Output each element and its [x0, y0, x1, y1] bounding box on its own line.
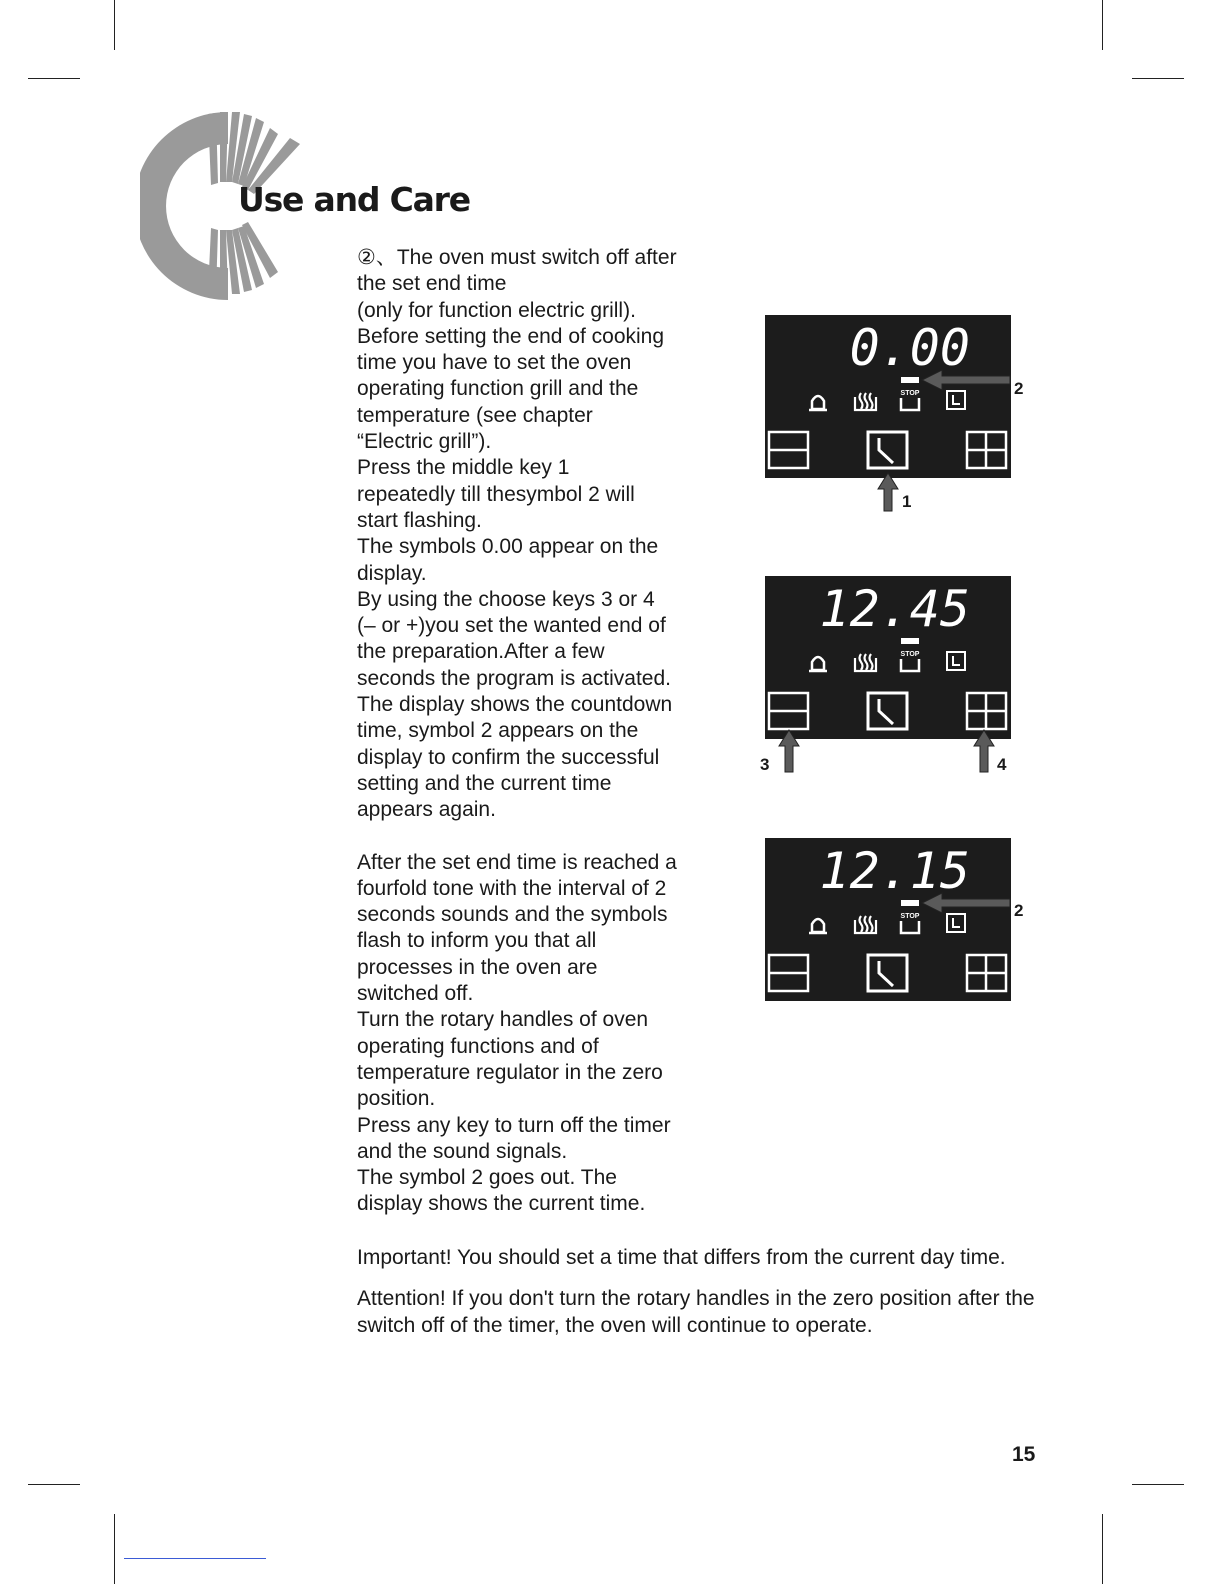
- svg-text:STOP: STOP: [900, 913, 920, 920]
- callout-label-2: 2: [1014, 901, 1024, 920]
- section-title: Use and Care: [238, 180, 470, 219]
- crop-mark: [1102, 0, 1103, 50]
- stop-indicator-bar: [901, 377, 919, 383]
- crop-mark: [1102, 1514, 1103, 1584]
- crop-mark: [114, 0, 115, 50]
- instruction-paragraph-switch-off: After the set end time is reached a fourfold tone with the interval of 2 seconds sounds and the symbols flash to inform you that all processes in the oven are switched off. Turn the rotary handles of oven operating functions and of temperature regulator in the zero position. Press any key to turn off the timer and the sound signals. The symbol 2 goes out. The display shows the current time.: [357, 850, 677, 1216]
- footer-rule: [124, 1558, 266, 1559]
- callout-arrow-1: [878, 473, 898, 511]
- attention-note: Attention! If you don't turn the rotary handles in the zero position after the switch off of the timer, the oven will continue to operate.: [357, 1287, 1035, 1337]
- display-readout: 12.45: [819, 580, 970, 638]
- crop-mark: [28, 78, 80, 79]
- control-panel-figure-3: [760, 836, 1030, 1006]
- callout-label-4: 4: [997, 755, 1007, 774]
- callout-label-2: 2: [1014, 379, 1024, 398]
- important-note: Important! You should set a time that differs from the current day time.: [357, 1246, 1006, 1269]
- notes: [357, 1245, 1057, 1339]
- control-panel-figure-1: [760, 313, 1030, 513]
- instruction-paragraph-end-time: ②、The oven must switch off after the set end time (only for function electric grill). Before setting the end of cooking time you have to set the oven operating function grill and the temperature (see chapter “Electric grill”). Press the middle key 1 repeatedly till thesymbol 2 will start flashing. The symbols 0.00 appear on the display. By using the choose keys 3 or 4 (– or +)you set the wanted end of the preparation.After a few seconds the program is activated. The display shows the countdown time, symbol 2 appears on the display to confirm the successful setting and the current time appears again.: [357, 246, 677, 822]
- svg-text:STOP: STOP: [900, 651, 920, 658]
- svg-text:STOP: STOP: [900, 390, 920, 397]
- crop-mark: [114, 1514, 115, 1584]
- control-panel-figure-2: [760, 574, 1030, 779]
- page-number: 15: [1012, 1443, 1036, 1466]
- instruction-text-column: [357, 245, 729, 1218]
- crop-mark: [28, 1484, 80, 1485]
- crop-mark: [1132, 1484, 1184, 1485]
- stop-indicator-bar: [901, 900, 919, 906]
- callout-label-3: 3: [760, 755, 770, 774]
- display-readout: 12.15: [819, 842, 970, 900]
- stop-indicator-bar: [901, 638, 919, 644]
- display-readout: 0.00: [849, 319, 970, 377]
- callout-label-1: 1: [902, 492, 912, 511]
- crop-mark: [1132, 78, 1184, 79]
